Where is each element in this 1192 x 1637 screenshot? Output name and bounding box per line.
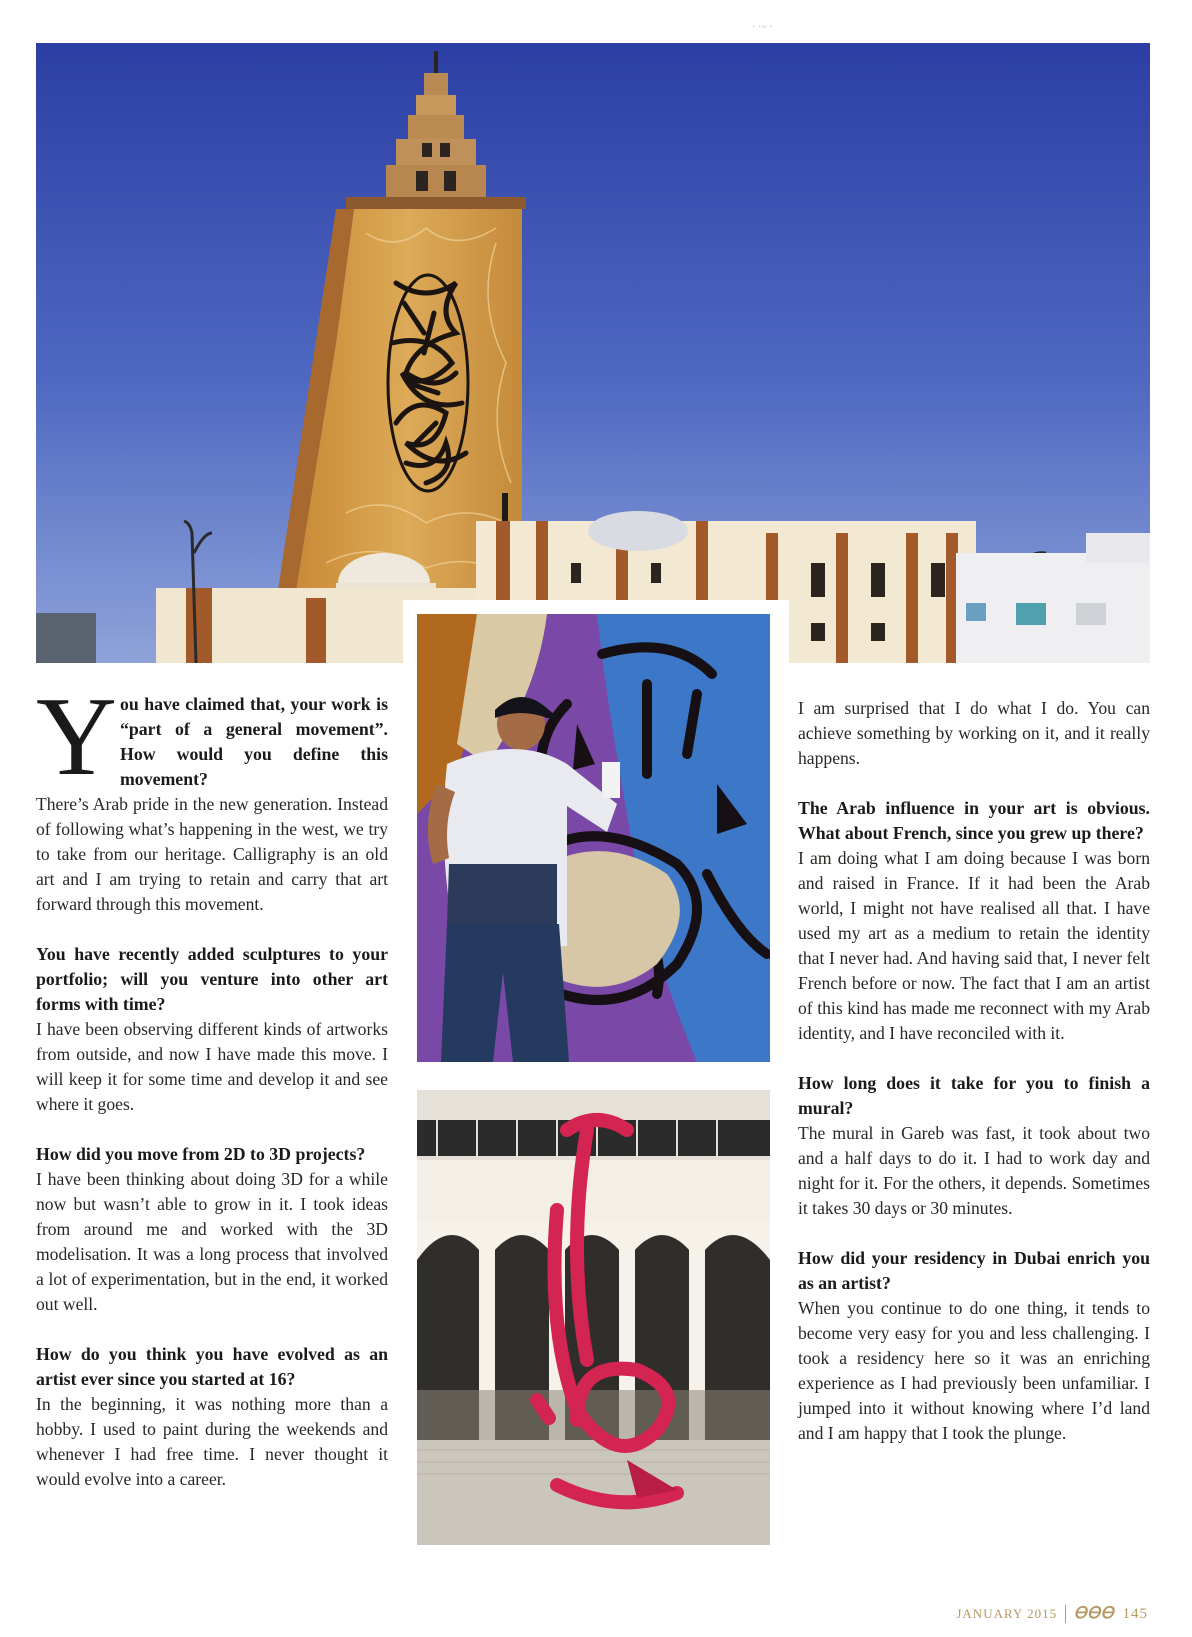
lead-question: ou have claimed that, your work is “part of a general movement”. How would you define this movement? bbox=[120, 694, 388, 789]
red-calligraphy-sculpture-photo bbox=[417, 1090, 770, 1545]
minaret-photo bbox=[36, 43, 1150, 663]
magazine-logo: ᎾᎾᎾ bbox=[1074, 1605, 1115, 1622]
issue-date: JANUARY 2015 bbox=[956, 1606, 1058, 1621]
artist-painting-mural-photo bbox=[417, 614, 770, 1062]
answer-paragraph: When you continue to do one thing, it tends to become very easy for you and less challenging. I took a residency here so it was an enriching experience as I had previously been unfamiliar. I jumped into it without knowing where I’d land and I am happy that I took the plunge. bbox=[798, 1298, 1150, 1443]
continued-answer: I am surprised that I do what I do. You can achieve something by working on it, and it really happens. bbox=[798, 698, 1150, 768]
question-heading: You have recently added sculptures to your portfolio; will you venture into other art forms with time? bbox=[36, 944, 388, 1014]
answer-paragraph: I have been observing different kinds of artworks from outside, and now I have made this move. I will keep it for some time and develop it and see where it goes. bbox=[36, 1019, 388, 1114]
page-footer bbox=[956, 1605, 1148, 1623]
answer-paragraph: I have been thinking about doing 3D for a while now but wasn’t able to grow in it. I took ideas from around me and worked with the 3D modelisation. It was a long process that involved a lot of experimentation, but in the end, it worked out well. bbox=[36, 1169, 388, 1314]
lead-answer: There’s Arab pride in the new generation. Instead of following what’s happening in the west, we try to take from our heritage. Calligraphy is an old art and I am trying to retain and carry that art forward through this movement. bbox=[36, 794, 388, 914]
page-number: 145 bbox=[1122, 1605, 1148, 1622]
footer-divider bbox=[1065, 1605, 1066, 1623]
right-text-column bbox=[798, 696, 1150, 1446]
question-heading: How long does it take for you to finish a mural? bbox=[798, 1073, 1150, 1118]
scan-smudge: · ·~ · bbox=[752, 22, 773, 33]
answer-paragraph: In the beginning, it was nothing more than a hobby. I used to paint during the weekends and whenever I had free time. I never thought it would evolve into a career. bbox=[36, 1394, 388, 1489]
left-text-column bbox=[36, 675, 388, 1492]
question-heading: How did your residency in Dubai enrich you as an artist? bbox=[798, 1248, 1150, 1293]
drop-cap: Y bbox=[36, 675, 117, 799]
answer-paragraph: I am doing what I am doing because I was born and raised in France. If it had been the Arab world, I might not have realised all that. I have used my art as a medium to retain the identity that I never had. And having said that, I never felt French before or now. The fact that I am an artist of this kind has made me reconnect with my Arab identity, and I have reconciled with it. bbox=[798, 848, 1150, 1043]
question-heading: How do you think you have evolved as an artist ever since you started at 16? bbox=[36, 1344, 388, 1389]
question-heading: How did you move from 2D to 3D projects? bbox=[36, 1144, 366, 1164]
answer-paragraph: The mural in Gareb was fast, it took about two and a half days to do it. I had to work day and night for it. For the others, it depends. Sometimes it takes 30 days or 30 minutes. bbox=[798, 1123, 1150, 1218]
question-heading: The Arab influence in your art is obvious. What about French, since you grew up there? bbox=[798, 798, 1150, 843]
